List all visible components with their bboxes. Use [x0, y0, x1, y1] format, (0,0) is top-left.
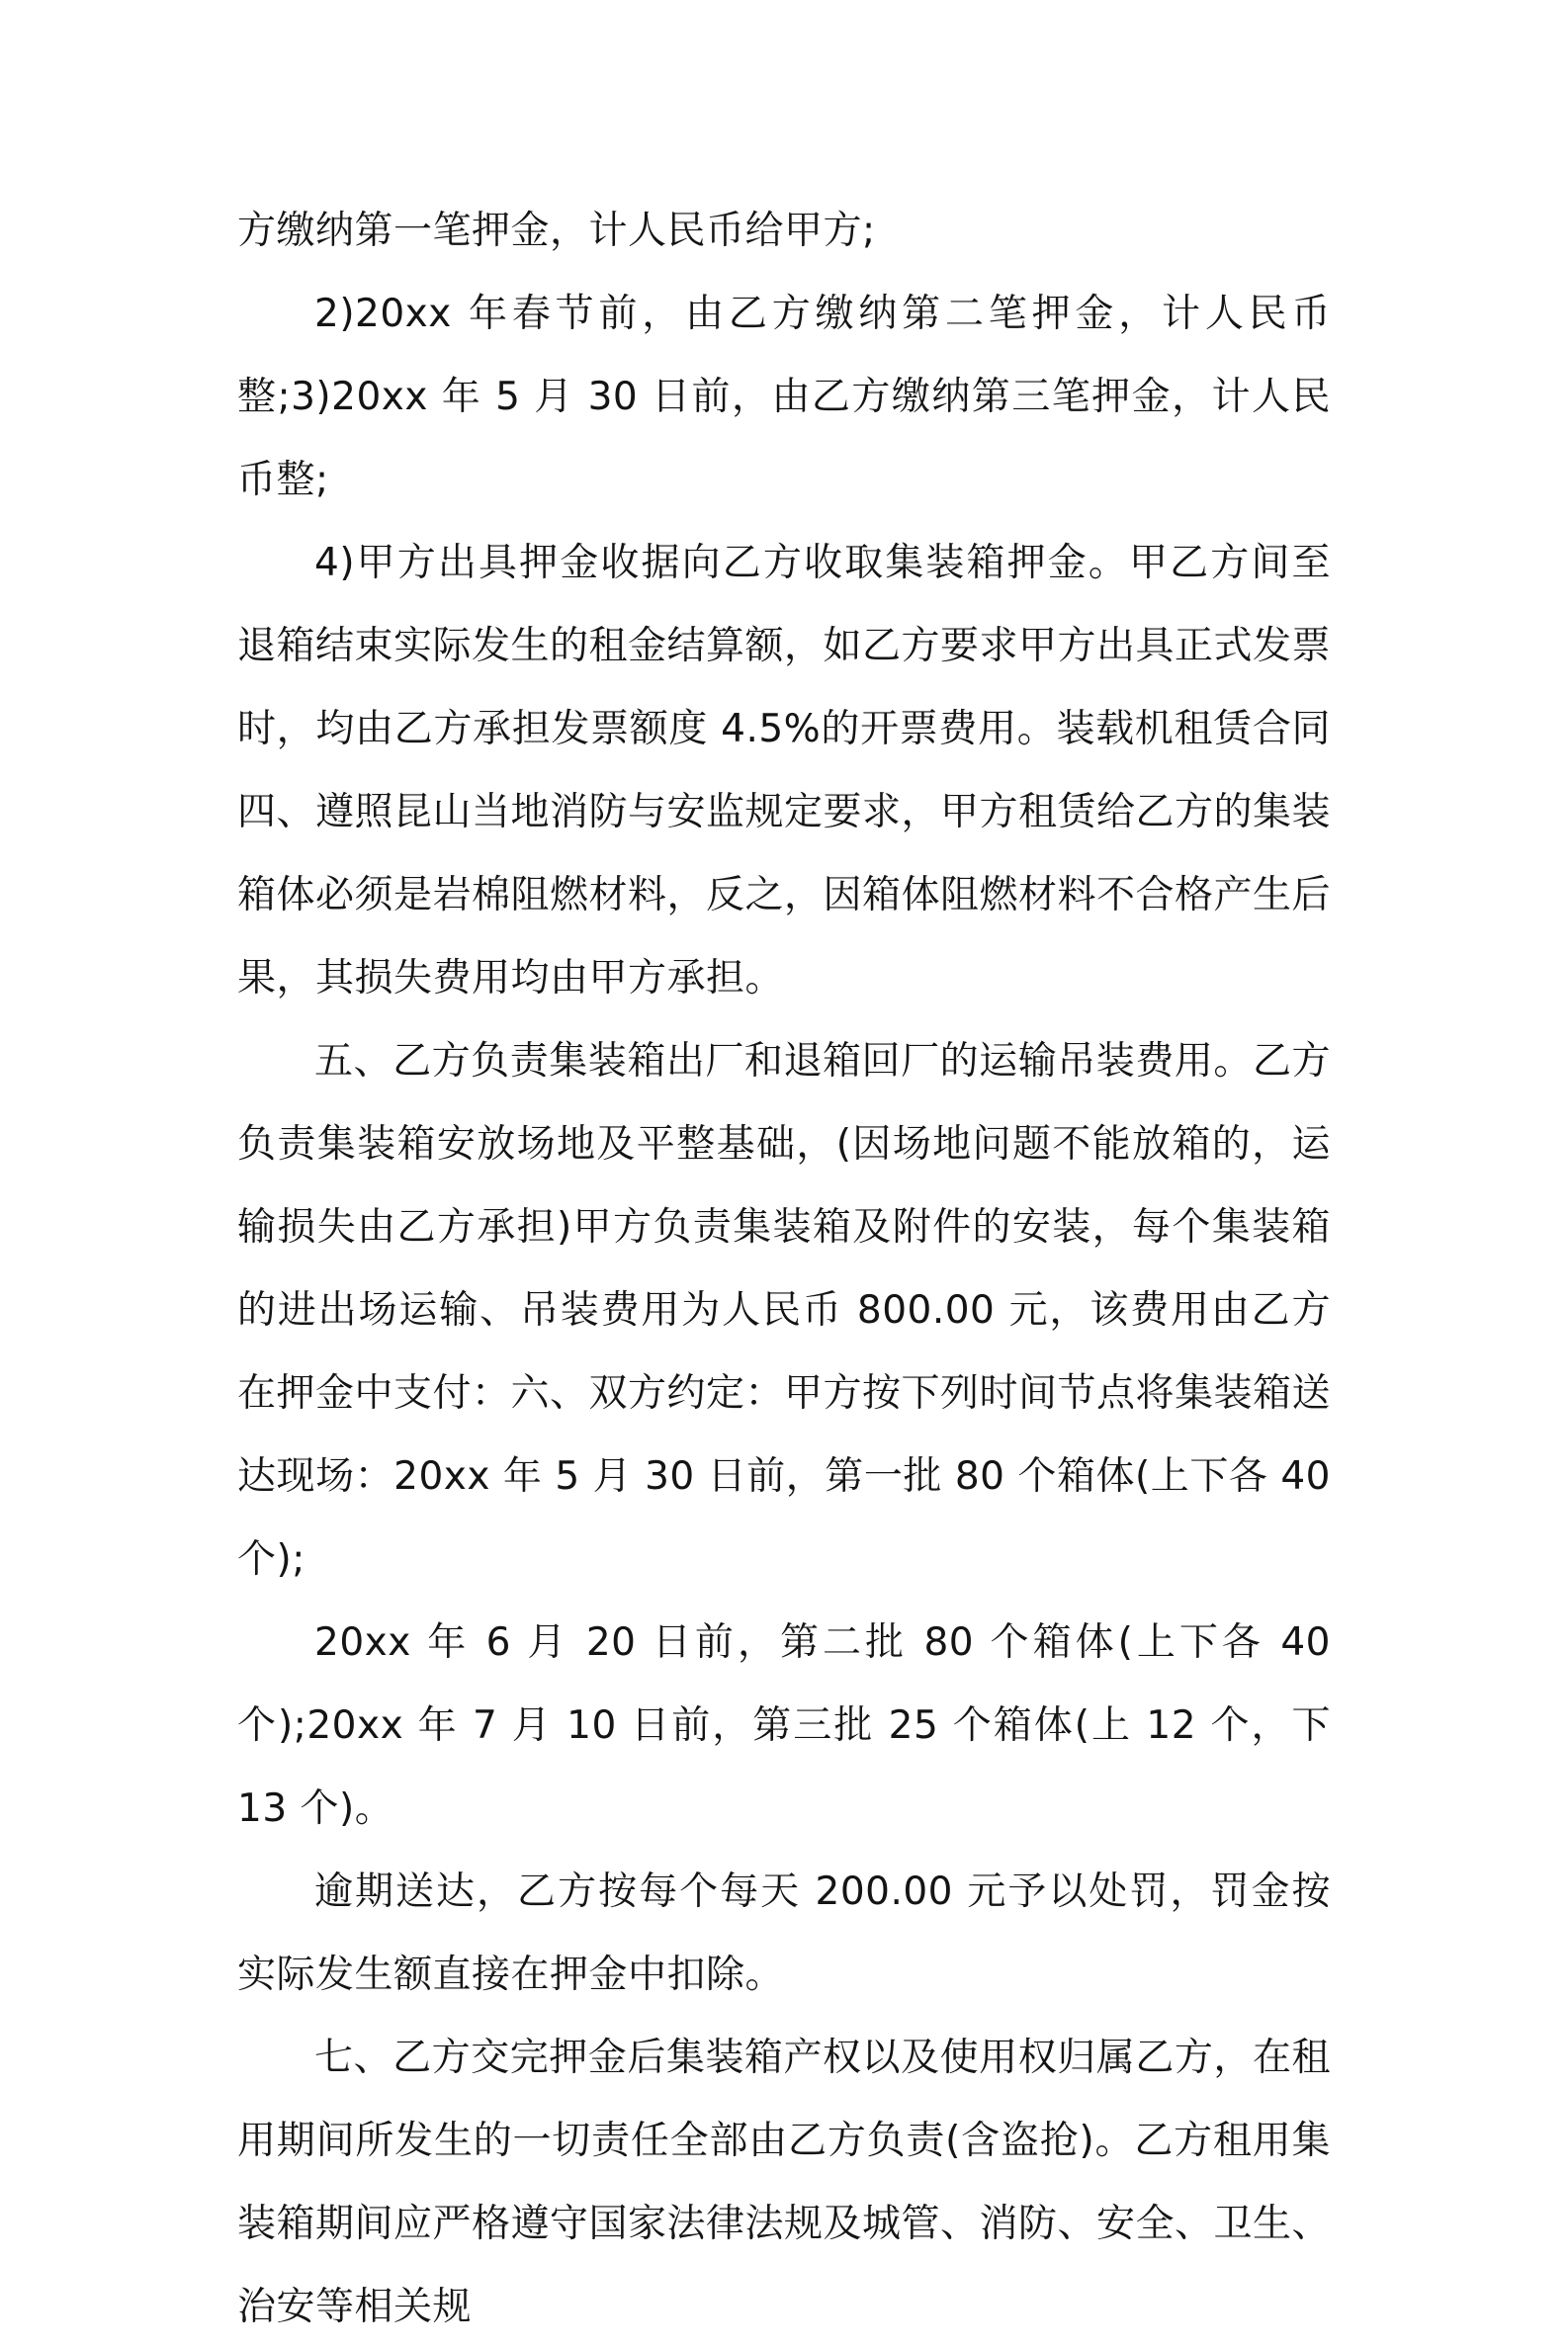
paragraph-section-seven: 七、乙方交完押金后集装箱产权以及使用权归属乙方，在租用期间所发生的一切责任全部由乙方负责(含盗抢)。乙方租用集装箱期间应严格遵守国家法律法规及城管、消防、安全、卫生、治安等相关规	[237, 2036, 1332, 2329]
paragraph-section-five: 五、乙方负责集装箱出厂和退箱回厂的运输吊装费用。乙方负责集装箱安放场地及平整基础，(因场地问题不能放箱的，运输损失由乙方承担)甲方负责集装箱及附件的安装，每个集装箱的进出场运输、吊装费用为人民币 800.00 元，该费用由乙方在押金中支付：六、双方约定：甲方按下列时间节点将集装箱送达现场：20xx 年 5 月 30 日前，第一批 80 个箱体(上下各 40 个);	[237, 1039, 1332, 1582]
paragraph-deposit-first: 方缴纳第一笔押金，计人民币给甲方;	[237, 209, 876, 253]
paragraph-deposit-receipt: 4)甲方出具押金收据向乙方收取集装箱押金。甲乙方间至退箱结束实际发生的租金结算额，如乙方要求甲方出具正式发票时，均由乙方承担发票额度 4.5%的开票费用。装载机租赁合同四、遵照昆山当地消防与安监规定要求，甲方租赁给乙方的集装箱体必须是岩棉阻燃材料，反之，因箱体阻燃材料不合格产生后果，其损失费用均由甲方承担。	[237, 541, 1332, 1000]
document-body	[237, 190, 1331, 2349]
paragraph-late-penalty: 逾期送达，乙方按每个每天 200.00 元予以处罚，罚金按实际发生额直接在押金中扣除。	[237, 1870, 1331, 1997]
paragraph-delivery-schedule: 20xx 年 6 月 20 日前，第二批 80 个箱体(上下各 40 个);20xx 年 7 月 10 日前，第三批 25 个箱体(上 12 个，下 13 个)。	[237, 1620, 1331, 1831]
paragraph-deposit-second-third: 2)20xx 年春节前，由乙方缴纳第二笔押金，计人民币整;3)20xx 年 5 月 30 日前，由乙方缴纳第三笔押金，计人民币整;	[237, 292, 1331, 502]
